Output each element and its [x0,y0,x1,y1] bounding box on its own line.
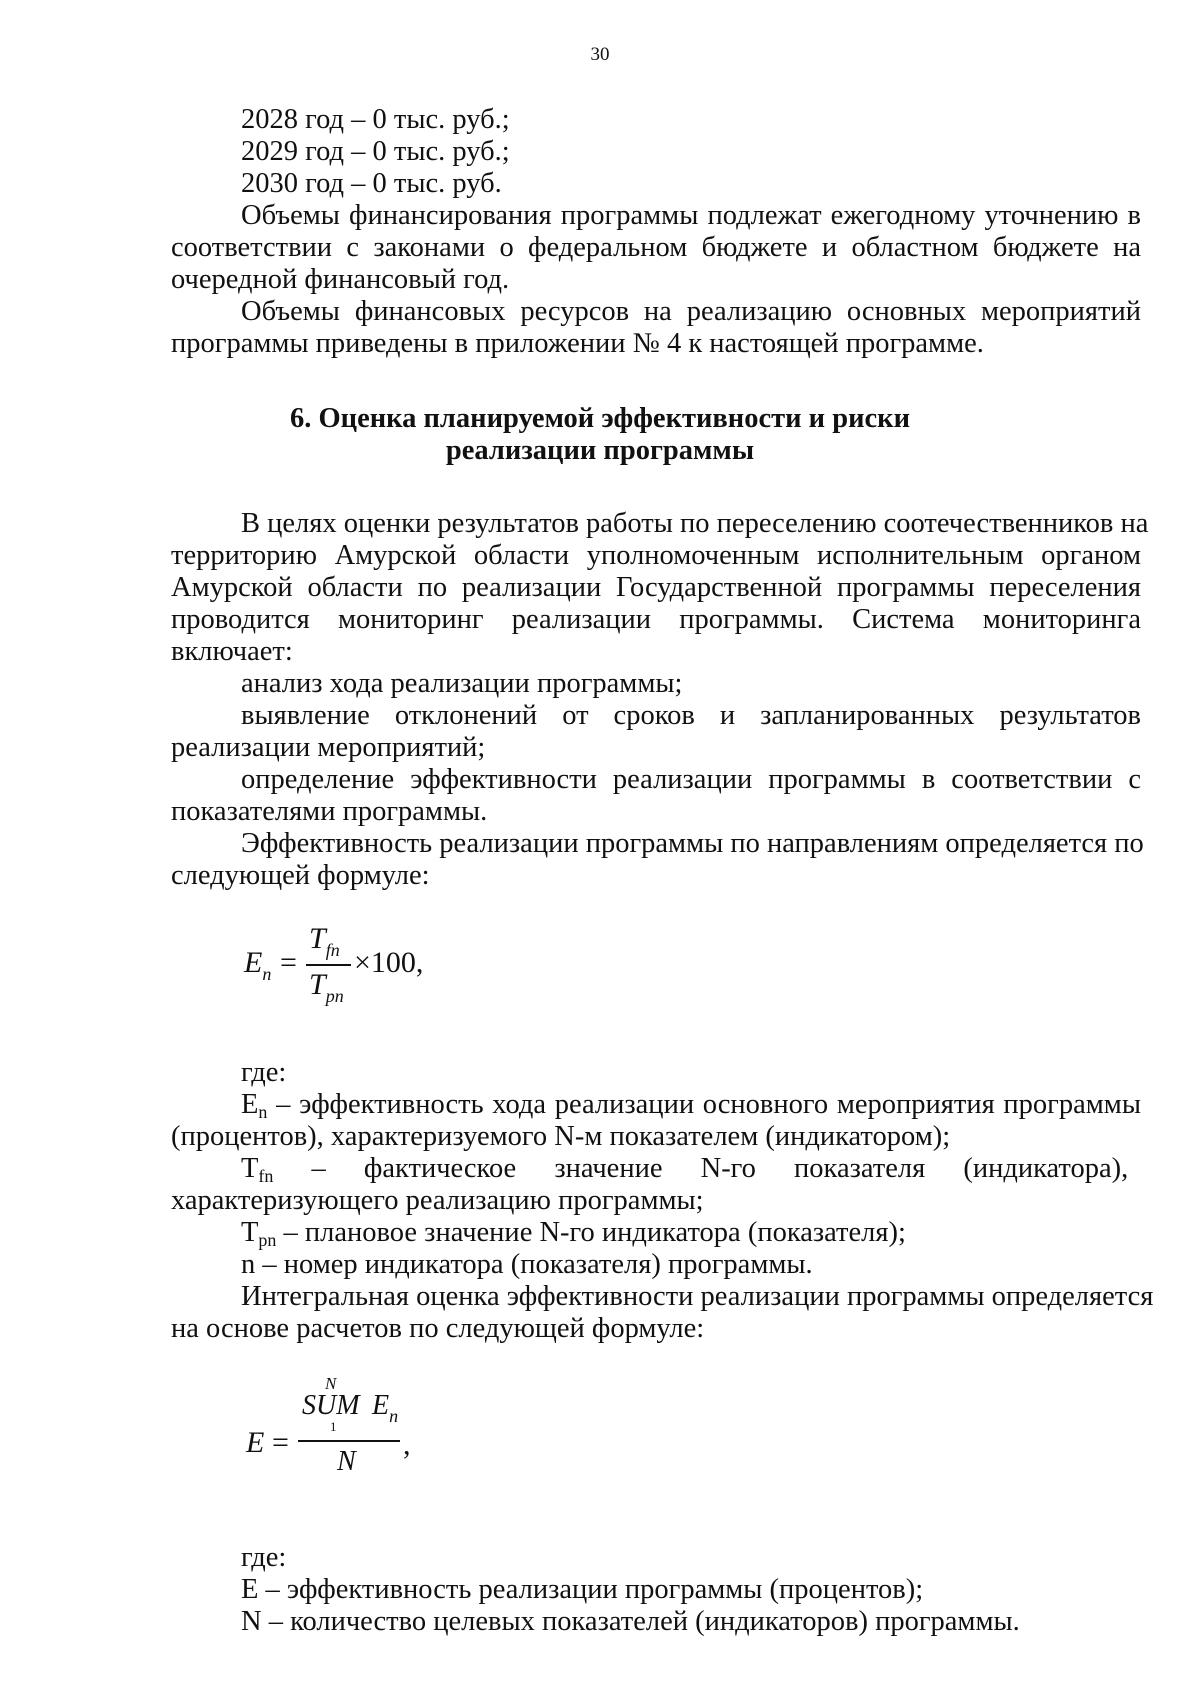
formula2-equals: = [272,1426,289,1459]
paragraph-line: на основе расчетов по следующей формуле: [171,1313,705,1344]
where-label: где: [241,1542,287,1573]
formula2-comma: , [403,1428,411,1461]
definition-line: характеризующего реализацию программы; [171,1185,704,1216]
paragraph-line: Объемы финансовых ресурсов на реализацию основных мероприятий [241,296,1141,327]
definition-line: En – эффективность хода реализации основного мероприятия программы [241,1089,1141,1122]
formula2-denominator: N [337,1446,356,1477]
paragraph-line: Объемы финансирования программы подлежат ежегодному уточнению в [241,200,1141,231]
paragraph-line: соответствии с законами о федеральном бюджете и областном бюджете на [171,232,1141,263]
fraction-bar [306,964,351,966]
formula-denominator: $T_{pn}$ [309,968,344,1006]
paragraph-line: Интегральная оценка эффективности реализации программы определяется [241,1281,1154,1312]
list-item: анализ хода реализации программы; [241,668,683,699]
paragraph-line: Эффективность реализации программы по направлениям определяется по [241,828,1144,859]
definition-line: Tpn – плановое значение N-го индикатора (показателя); [241,1217,906,1250]
formula-lhs: $E_n$ [244,946,272,984]
formula-numerator: $T_{fn}$ [309,922,340,960]
paragraph-line: территорию Амурской области уполномоченным исполнительным органом [171,540,1141,571]
paragraph-line: очередной финансовый год. [171,264,510,295]
paragraph-line: проводится мониторинг реализации программы. Система мониторинга [171,604,1141,635]
paragraph-line: программы приведены в приложении № 4 к настоящей программе. [171,328,984,359]
section-heading: реализации программы [445,435,755,466]
formula-equals: = [280,946,297,979]
list-item: определение эффективности реализации программы в соответствии с [241,764,1141,795]
sum-lower-limit: 1 [330,1419,337,1434]
definition-line: Tfn – фактическое значение N-го показателя (индикатора), [241,1153,1129,1186]
definition-line: (процентов), характеризуемого N-м показателем (индикатором); [171,1121,951,1152]
paragraph-line: следующей формуле: [171,860,430,891]
definition-line: N – количество целевых показателей (индикаторов) программы. [241,1606,1020,1637]
definition-line: E – эффективность реализации программы (процентов); [241,1574,924,1605]
list-item: реализации мероприятий; [171,732,486,763]
list-item: выявление отклонений от сроков и запланированных результатов [241,700,1141,731]
funding-line: 2029 год – 0 тыс. руб.; [241,136,510,167]
sum-upper-limit: N [325,1374,337,1393]
funding-line: 2030 год – 0 тыс. руб. [241,168,502,199]
formula-multiplier: ×100, [354,946,424,979]
funding-line: 2028 год – 0 тыс. руб.; [241,104,510,135]
paragraph-line: Амурской области по реализации Государственной программы переселения [171,572,1141,603]
paragraph-line: В целях оценки результатов работы по переселению соотечественников на [241,508,1149,539]
sum-operator: SUM [302,1390,360,1421]
where-label: где: [241,1057,287,1088]
paragraph-line: включает: [171,636,293,667]
section-heading: 6. Оценка планируемой эффективности и риски [289,403,910,434]
formula2-lhs: E [246,1426,265,1459]
formula2-en: $E_n$ [372,1390,399,1426]
fraction-bar [298,1440,400,1442]
list-item: показателями программы. [171,796,488,827]
page-number: 30 [590,44,610,65]
definition-line: n – номер индикатора (показателя) программы. [241,1249,813,1280]
